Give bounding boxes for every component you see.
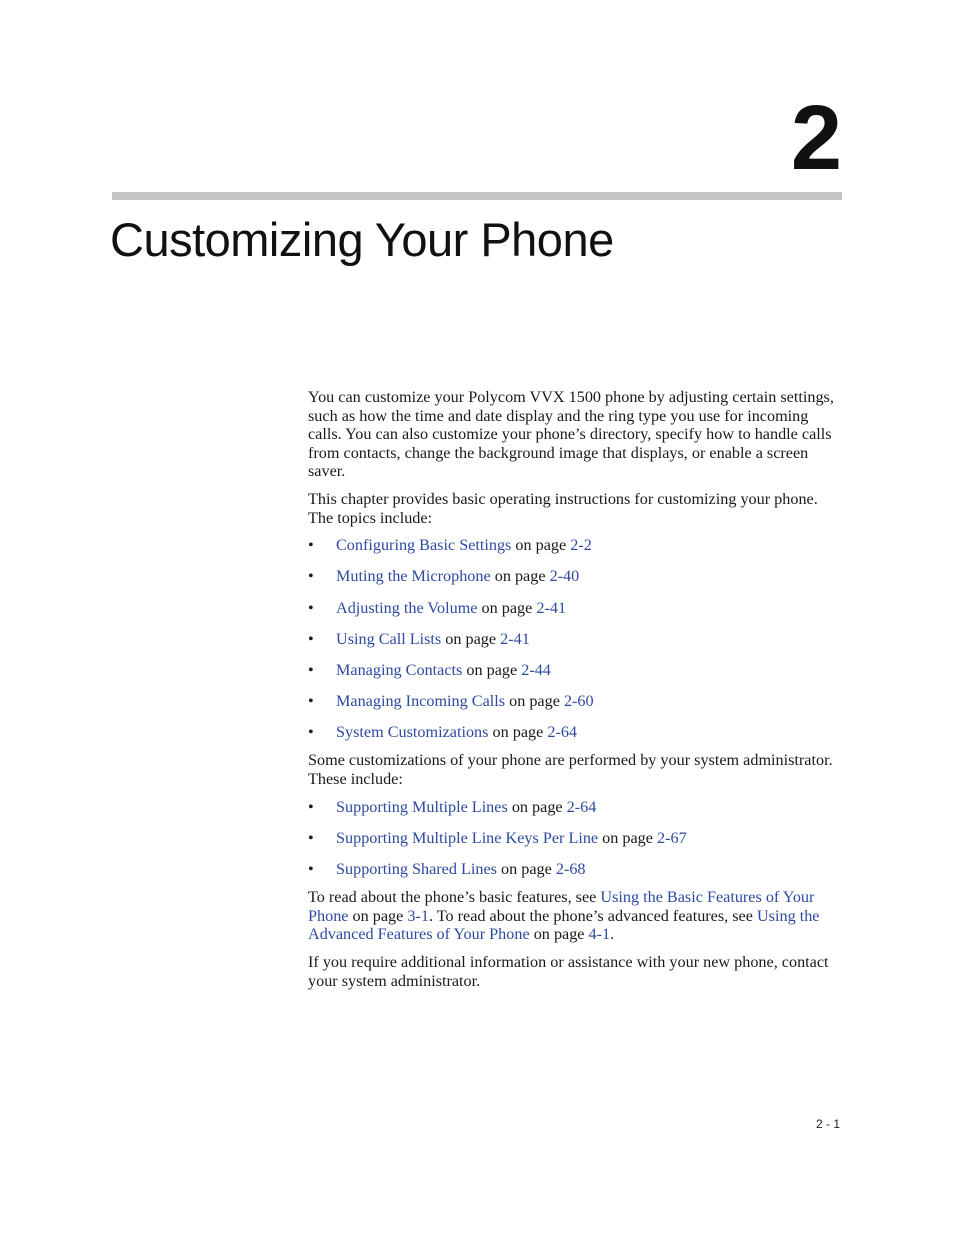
on-page-label: on page	[505, 692, 564, 711]
topic-link[interactable]: Muting the Microphone	[336, 567, 491, 586]
bullet-icon: •	[308, 567, 314, 586]
on-page-label: on page	[490, 567, 550, 586]
closing-paragraph: If you require additional information or assistance with your new phone, contact your system administrator.	[308, 953, 829, 990]
bullet-icon: •	[308, 598, 314, 617]
page-ref-link[interactable]: 2-2	[570, 536, 592, 555]
on-page-label: on page	[598, 828, 658, 847]
on-page-label: on page	[488, 723, 548, 742]
basic-features-link[interactable]: Using the Basic Features of Your Phone	[308, 888, 815, 925]
on-page-label: on page	[477, 598, 537, 617]
advanced-features-link[interactable]: Using the Advanced Features of Your Phone	[308, 906, 820, 944]
page-number: 2 - 1	[815, 1117, 840, 1131]
list-item	[308, 661, 842, 692]
topic-link[interactable]: Supporting Multiple Lines	[336, 797, 508, 816]
read-more-text: .	[610, 925, 615, 944]
read-more-text: on page	[348, 906, 408, 925]
page-ref-link[interactable]: 2-64	[547, 723, 578, 742]
bullet-icon: •	[308, 860, 314, 879]
bullet-icon: •	[308, 723, 314, 742]
topics-list	[308, 536, 842, 754]
chapter-number: 2	[790, 87, 842, 189]
page-ref-link[interactable]: 4-1	[588, 925, 611, 944]
bullet-icon: •	[308, 692, 314, 711]
page-ref-link[interactable]: 2-40	[549, 567, 580, 586]
topic-link[interactable]: Managing Incoming Calls	[336, 692, 506, 711]
page-ref-link[interactable]: 2-60	[563, 692, 594, 711]
read-more-text: on page	[529, 925, 589, 944]
list-item	[308, 860, 842, 891]
on-page-label: on page	[507, 797, 567, 816]
bullet-icon: •	[308, 536, 314, 555]
on-page-label: on page	[511, 536, 571, 555]
read-more-paragraph	[308, 888, 842, 944]
read-more-text: . To read about the phone’s advanced features, see	[428, 906, 757, 925]
bullet-icon: •	[308, 828, 314, 847]
chapter-divider	[112, 192, 842, 200]
topic-link[interactable]: Configuring Basic Settings	[336, 536, 512, 555]
intro-paragraph-1: You can customize your Polycom VVX 1500 phone by adjusting certain settings, such as how the time and date display and the ring type you use for incoming calls. You can also customize your phone’s directory, specify how to handle calls from contacts, change the background image that displays, or enable a screen saver.	[308, 388, 834, 481]
page-ref-link[interactable]: 2-44	[521, 660, 551, 679]
list-item	[308, 798, 842, 829]
on-page-label: on page	[462, 660, 522, 679]
topic-link[interactable]: Supporting Multiple Line Keys Per Line	[336, 828, 599, 847]
page-ref-link[interactable]: 2-64	[566, 797, 597, 816]
intro-paragraph-2: This chapter provides basic operating instructions for customizing your phone. The topics include:	[308, 489, 818, 527]
list-item	[308, 829, 842, 860]
bullet-icon: •	[308, 797, 314, 816]
page-ref-link[interactable]: 2-68	[555, 860, 586, 879]
topic-link[interactable]: Adjusting the Volume	[336, 598, 478, 617]
topic-link[interactable]: Managing Contacts	[336, 660, 463, 679]
list-item	[308, 599, 842, 630]
chapter-title: Customizing Your Phone	[110, 213, 614, 266]
admin-topics-list	[308, 798, 842, 892]
list-item	[308, 567, 842, 598]
page-ref-link[interactable]: 2-41	[500, 629, 530, 648]
on-page-label: on page	[441, 629, 501, 648]
admin-paragraph: Some customizations of your phone are performed by your system administrator. These include:	[308, 751, 833, 789]
list-item	[308, 692, 842, 723]
page-ref-link[interactable]: 3-1	[407, 906, 429, 925]
list-item	[308, 723, 842, 754]
bullet-icon: •	[308, 660, 314, 679]
list-item	[308, 536, 842, 567]
chapter-body	[308, 388, 842, 999]
page-ref-link[interactable]: 2-41	[536, 598, 567, 617]
read-more-text: To read about the phone’s basic features, see	[308, 888, 601, 907]
list-item	[308, 630, 842, 661]
topic-link[interactable]: Using Call Lists	[336, 629, 442, 648]
topic-link[interactable]: System Customizations	[336, 723, 489, 742]
topic-link[interactable]: Supporting Shared Lines	[336, 860, 497, 879]
bullet-icon: •	[308, 629, 314, 648]
page-ref-link[interactable]: 2-67	[657, 828, 687, 847]
on-page-label: on page	[496, 860, 556, 879]
